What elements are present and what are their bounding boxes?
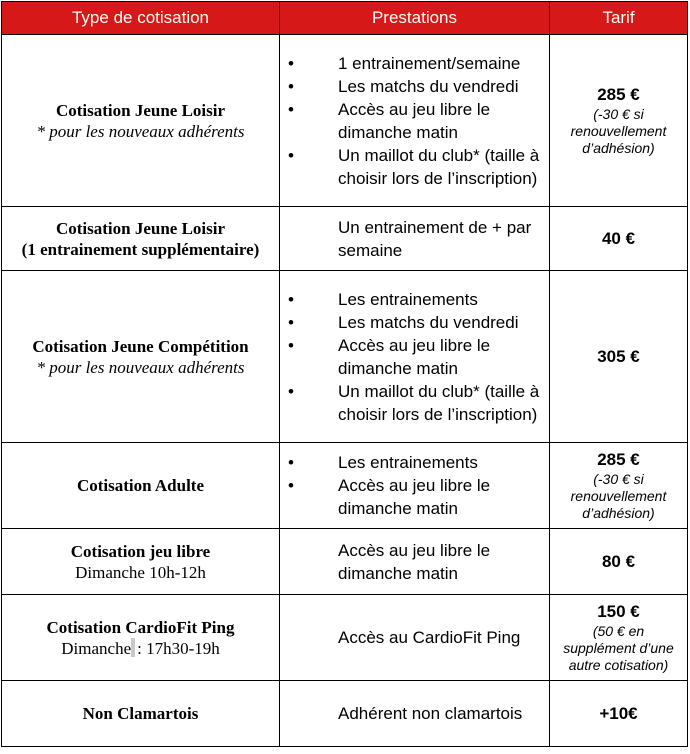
tarif-cell: [550, 271, 688, 443]
list-item: • Accès au jeu libre le dimanche matin: [280, 474, 545, 520]
tarif-cell: [550, 443, 688, 529]
cotisation-schedule: Dimanche 10h-12h: [75, 562, 206, 582]
cotisation-name: Cotisation Adulte: [76, 476, 205, 495]
prestations-cell: [280, 35, 550, 207]
prestations-cell: [280, 681, 550, 747]
cotisation-name: Cotisation CardioFit Ping: [46, 617, 235, 637]
type-cell: [2, 443, 280, 529]
cotisation-name: Cotisation Jeune Compétition: [32, 336, 249, 356]
cotisation-name: Cotisation Jeune Loisir: [55, 100, 226, 120]
prestation-text: Accès au CardioFit Ping: [338, 628, 521, 647]
prestations-list: [280, 451, 549, 520]
tarif-cell: [550, 35, 688, 207]
cotisation-name: Cotisation jeu libre: [70, 541, 211, 561]
prestations-list: [280, 52, 549, 190]
type-cell: [2, 529, 280, 595]
prestations-cell: [280, 271, 550, 443]
list-item: • Les matchs du vendredi: [280, 311, 545, 334]
price: 150 €: [597, 602, 640, 621]
table-row: [2, 207, 688, 271]
prestation-text: Un entrainement de + par semaine: [338, 217, 532, 260]
price-note: (-30 € si renouvellement d’adhésion): [570, 106, 667, 156]
prestation-text: Adhérent non clamartois: [338, 704, 523, 723]
prestations-cell: [280, 443, 550, 529]
table-row: [2, 443, 688, 529]
table-row: [2, 681, 688, 747]
type-cell: [2, 271, 280, 443]
cotisation-note: * pour les nouveaux adhérents: [36, 357, 245, 377]
type-cell: [2, 207, 280, 271]
list-item: • 1 entrainement/semaine: [280, 52, 545, 75]
list-item: • Accès au jeu libre le dimanche matin: [280, 334, 545, 380]
prestations-cell: [280, 595, 550, 681]
cotisation-note: * pour les nouveaux adhérents: [36, 121, 245, 141]
header-type: Type de cotisation: [2, 2, 280, 35]
table-row: [2, 35, 688, 207]
prestation-text: Accès au jeu libre le dimanche matin: [338, 540, 491, 583]
tarif-cell: [550, 595, 688, 681]
tarif-cell: [550, 681, 688, 747]
schedule-time: : 17h30-19h: [137, 638, 220, 658]
cotisation-table: [1, 1, 688, 747]
header-tarif: Tarif: [550, 2, 688, 35]
price-note: (50 € en supplément d’une autre cotisation): [563, 623, 674, 673]
price-note: (-30 € si renouvellement d’adhésion): [570, 471, 667, 521]
text-cursor: [131, 638, 135, 657]
table-row: [2, 529, 688, 595]
tarif-cell: [550, 529, 688, 595]
cotisation-schedule: [2, 638, 279, 659]
price: 80 €: [601, 551, 636, 571]
type-cell: [2, 595, 280, 681]
table-row: [2, 271, 688, 443]
type-cell: [2, 35, 280, 207]
list-item: • Les matchs du vendredi: [280, 75, 545, 98]
list-item: • Accès au jeu libre le dimanche matin: [280, 98, 545, 144]
schedule-day: Dimanche: [61, 638, 132, 658]
price: +10€: [599, 703, 638, 723]
header-row: [2, 2, 688, 35]
price: 285 €: [597, 85, 640, 104]
type-cell: [2, 681, 280, 747]
cotisation-name-suffix: (1 entrainement supplémentaire): [21, 239, 260, 259]
price: 305 €: [597, 346, 640, 366]
prestations-list: [280, 288, 549, 426]
table-row: [2, 595, 688, 681]
tarif-cell: [550, 207, 688, 271]
list-item: • Un maillot du club* (taille à choisir lors de l’inscription): [280, 380, 545, 426]
prestations-cell: [280, 207, 550, 271]
price: 285 €: [597, 450, 640, 469]
cotisation-name: Non Clamartois: [82, 704, 199, 723]
list-item: • Les entrainements: [280, 451, 545, 474]
list-item: • Un maillot du club* (taille à choisir lors de l’inscription): [280, 144, 545, 190]
prestations-cell: [280, 529, 550, 595]
header-prestations: Prestations: [280, 2, 550, 35]
list-item: • Les entrainements: [280, 288, 545, 311]
price: 40 €: [601, 228, 636, 248]
cotisation-name: Cotisation Jeune Loisir: [55, 218, 226, 238]
